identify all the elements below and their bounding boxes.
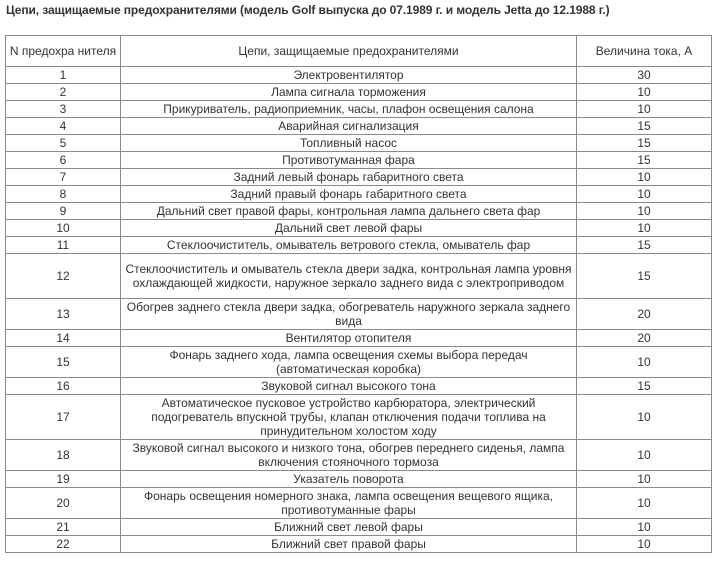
current-cell: 10 bbox=[577, 471, 712, 488]
current-cell: 10 bbox=[577, 101, 712, 118]
current-cell: 10 bbox=[577, 203, 712, 220]
fuse-number-cell: 16 bbox=[6, 378, 121, 395]
table-row bbox=[6, 169, 712, 186]
circuit-cell: Задний левый фонарь габаритного света bbox=[121, 169, 577, 186]
circuit-cell: Звуковой сигнал высокого тона bbox=[121, 378, 577, 395]
current-cell: 10 bbox=[577, 440, 712, 471]
header-circuits: Цепи, защищаемые предохранителями bbox=[121, 36, 577, 67]
circuit-cell: Стеклоочиститель, омыватель ветрового стекла, омыватель фар bbox=[121, 237, 577, 254]
fuse-number-cell: 9 bbox=[6, 203, 121, 220]
fuse-number-cell: 11 bbox=[6, 237, 121, 254]
table-row bbox=[6, 536, 712, 553]
current-cell: 20 bbox=[577, 299, 712, 330]
table-row bbox=[6, 395, 712, 440]
fuse-number-cell: 3 bbox=[6, 101, 121, 118]
current-cell: 20 bbox=[577, 330, 712, 347]
table-row bbox=[6, 152, 712, 169]
table-row bbox=[6, 203, 712, 220]
fuse-number-cell: 8 bbox=[6, 186, 121, 203]
circuit-cell: Фонарь освещения номерного знака, лампа освещения вещевого ящика, противотуманные фары bbox=[121, 488, 577, 519]
circuit-cell: Топливный насос bbox=[121, 135, 577, 152]
table-row bbox=[6, 186, 712, 203]
fuse-number-cell: 22 bbox=[6, 536, 121, 553]
circuit-cell: Электровентилятор bbox=[121, 67, 577, 84]
table-row bbox=[6, 488, 712, 519]
current-cell: 10 bbox=[577, 169, 712, 186]
fuse-number-cell: 14 bbox=[6, 330, 121, 347]
circuit-cell: Звуковой сигнал высокого и низкого тона, обогрев переднего сиденья, лампа включения стояночного тормоза bbox=[121, 440, 577, 471]
circuit-cell: Указатель поворота bbox=[121, 471, 577, 488]
circuit-cell: Фонарь заднего хода, лампа освещения схемы выбора передач (автоматическая коробка) bbox=[121, 347, 577, 378]
current-cell: 15 bbox=[577, 135, 712, 152]
fuse-number-cell: 21 bbox=[6, 519, 121, 536]
table-header-row bbox=[6, 36, 712, 67]
fuse-number-cell: 10 bbox=[6, 220, 121, 237]
current-cell: 15 bbox=[577, 118, 712, 135]
fuse-number-cell: 4 bbox=[6, 118, 121, 135]
current-cell: 10 bbox=[577, 519, 712, 536]
current-cell: 10 bbox=[577, 395, 712, 440]
current-cell: 10 bbox=[577, 488, 712, 519]
current-cell: 10 bbox=[577, 536, 712, 553]
current-cell: 10 bbox=[577, 347, 712, 378]
circuit-cell: Дальний свет левой фары bbox=[121, 220, 577, 237]
fuse-number-cell: 7 bbox=[6, 169, 121, 186]
circuit-cell: Аварийная сигнализация bbox=[121, 118, 577, 135]
table-row bbox=[6, 237, 712, 254]
table-row bbox=[6, 220, 712, 237]
fuse-number-cell: 13 bbox=[6, 299, 121, 330]
fuse-number-cell: 2 bbox=[6, 84, 121, 101]
circuit-cell: Обогрев заднего стекла двери задка, обогреватель наружного зеркала заднего вида bbox=[121, 299, 577, 330]
current-cell: 10 bbox=[577, 220, 712, 237]
table-row bbox=[6, 254, 712, 299]
table-row bbox=[6, 440, 712, 471]
current-cell: 15 bbox=[577, 152, 712, 169]
fuse-number-cell: 5 bbox=[6, 135, 121, 152]
table-row bbox=[6, 519, 712, 536]
table-row bbox=[6, 67, 712, 84]
fuse-number-cell: 20 bbox=[6, 488, 121, 519]
table-row bbox=[6, 135, 712, 152]
fuse-number-cell: 12 bbox=[6, 254, 121, 299]
current-cell: 30 bbox=[577, 67, 712, 84]
table-row bbox=[6, 378, 712, 395]
header-fuse-number: N предохра нителя bbox=[6, 36, 121, 67]
fuse-number-cell: 1 bbox=[6, 67, 121, 84]
page-title: Цепи, защищаемые предохранителями (модель Golf выпуска до 07.1989 г. и модель Jetta до 12.1988 г.) bbox=[6, 3, 610, 17]
table-row bbox=[6, 101, 712, 118]
circuit-cell: Стеклоочиститель и омыватель стекла двери задка, контрольная лампа уровня охлаждающей жидкости, наружное зеркало заднего вида с электроприводом bbox=[121, 254, 577, 299]
table-row bbox=[6, 330, 712, 347]
current-cell: 10 bbox=[577, 186, 712, 203]
current-cell: 15 bbox=[577, 237, 712, 254]
circuit-cell: Ближний свет левой фары bbox=[121, 519, 577, 536]
fuse-number-cell: 15 bbox=[6, 347, 121, 378]
current-cell: 15 bbox=[577, 254, 712, 299]
circuit-cell: Лампа сигнала торможения bbox=[121, 84, 577, 101]
table-row bbox=[6, 118, 712, 135]
table-row bbox=[6, 84, 712, 101]
fuse-number-cell: 18 bbox=[6, 440, 121, 471]
circuit-cell: Ближний свет правой фары bbox=[121, 536, 577, 553]
table-row bbox=[6, 471, 712, 488]
circuit-cell: Прикуриватель, радиоприемник, часы, плафон освещения салона bbox=[121, 101, 577, 118]
current-cell: 15 bbox=[577, 378, 712, 395]
fuse-number-cell: 17 bbox=[6, 395, 121, 440]
circuit-cell: Вентилятор отопителя bbox=[121, 330, 577, 347]
current-cell: 10 bbox=[577, 84, 712, 101]
circuit-cell: Задний правый фонарь габаритного света bbox=[121, 186, 577, 203]
circuit-cell: Противотуманная фара bbox=[121, 152, 577, 169]
circuit-cell: Автоматическое пусковое устройство карбюратора, электрический подогреватель впускной трубы, клапан отключения подачи топлива на принудительном холостом ходу bbox=[121, 395, 577, 440]
header-current: Величина тока, А bbox=[577, 36, 712, 67]
table-row bbox=[6, 299, 712, 330]
fuse-number-cell: 19 bbox=[6, 471, 121, 488]
circuit-cell: Дальний свет правой фары, контрольная лампа дальнего света фар bbox=[121, 203, 577, 220]
fuse-number-cell: 6 bbox=[6, 152, 121, 169]
fuse-table bbox=[5, 35, 712, 553]
table-row bbox=[6, 347, 712, 378]
